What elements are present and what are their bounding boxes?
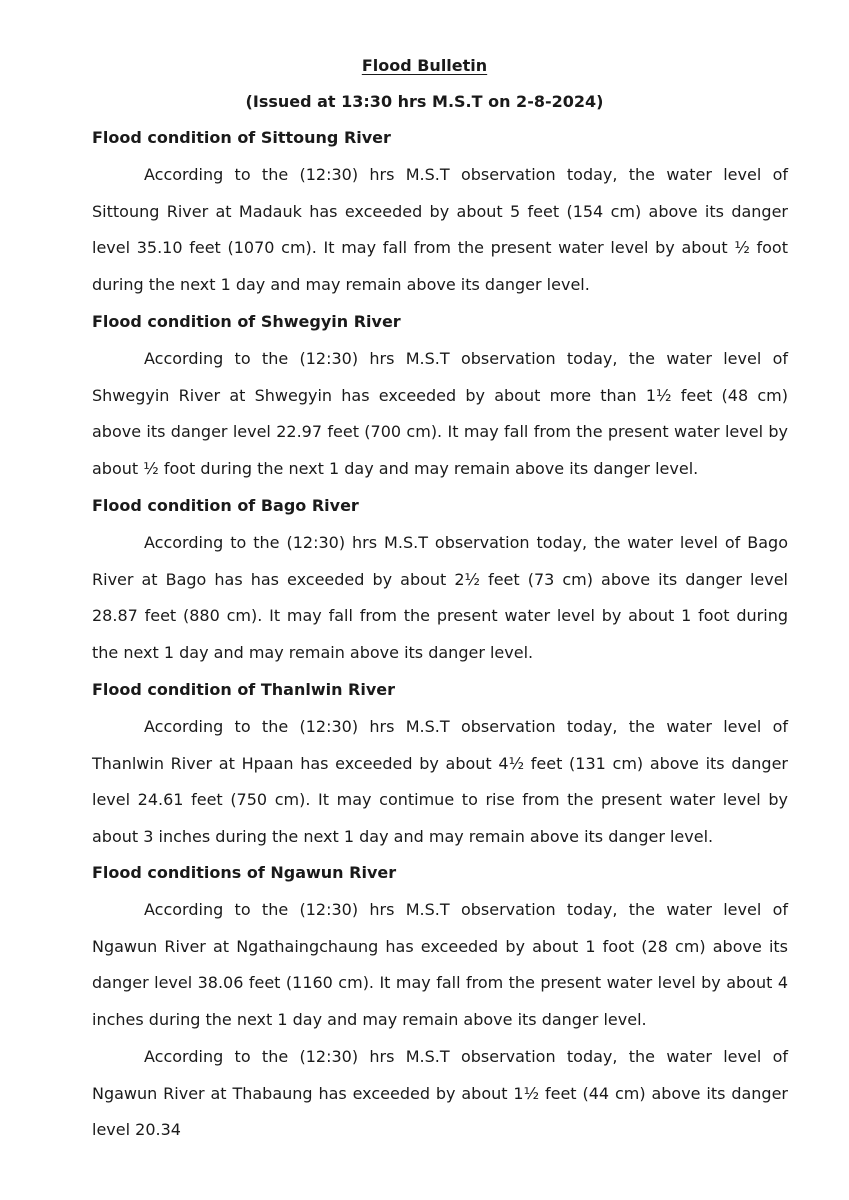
section-heading-shwegyin: Flood condition of Shwegyin River bbox=[92, 312, 401, 331]
issued-timestamp: (Issued at 13:30 hrs M.S.T on 2-8-2024) bbox=[245, 92, 604, 111]
section-heading-bago: Flood condition of Bago River bbox=[92, 496, 359, 515]
section-heading-ngawun: Flood conditions of Ngawun River bbox=[92, 863, 397, 882]
section-paragraph-shwegyin: According to the (12:30) hrs M.S.T observation today, the water level of Shwegyin River at Shwegyin has exceeded by about more than 1½ feet (48 cm) above its danger level 22.97 feet (700 cm). It may fall from the present water level by about ½ foot during the next 1 day and may remain above its danger level. bbox=[92, 349, 788, 479]
bulletin-title: Flood Bulletin bbox=[361, 56, 488, 75]
section-heading-thanlwin: Flood condition of Thanlwin River bbox=[92, 680, 396, 699]
section-paragraph-ngawun-ngathaingchaung: According to the (12:30) hrs M.S.T observation today, the water level of Ngawun River at Ngathaingchaung has exceeded by about 1 foot (28 cm) above its danger level 38.06 feet (1160 cm). It may fall from the present water level by about 4 inches during the next 1 day and may remain above its danger level. bbox=[92, 900, 788, 1030]
section-paragraph-ngawun-thabaung: According to the (12:30) hrs M.S.T observation today, the water level of Ngawun River at Thabaung has exceeded by about 1½ feet (44 cm) above its danger level 20.34 bbox=[92, 1047, 788, 1140]
section-paragraph-bago: According to the (12:30) hrs M.S.T observation today, the water level of Bago River at Bago has has exceeded by about 2½ feet (73 cm) above its danger level 28.87 feet (880 cm). It may fall from the present water level by about 1 foot during the next 1 day and may remain above its danger level. bbox=[92, 533, 788, 663]
section-heading-sittoung: Flood condition of Sittoung River bbox=[92, 128, 391, 147]
section-paragraph-sittoung: According to the (12:30) hrs M.S.T observation today, the water level of Sittoung River at Madauk has exceeded by about 5 feet (154 cm) above its danger level 35.10 feet (1070 cm). It may fall from the present water level by about ½ foot during the next 1 day and may remain above its danger level. bbox=[92, 165, 788, 295]
section-paragraph-thanlwin: According to the (12:30) hrs M.S.T observation today, the water level of Thanlwin River at Hpaan has exceeded by about 4½ feet (131 cm) above its danger level 24.61 feet (750 cm). It may contimue to rise from the present water level by about 3 inches during the next 1 day and may remain above its danger level. bbox=[92, 717, 788, 847]
